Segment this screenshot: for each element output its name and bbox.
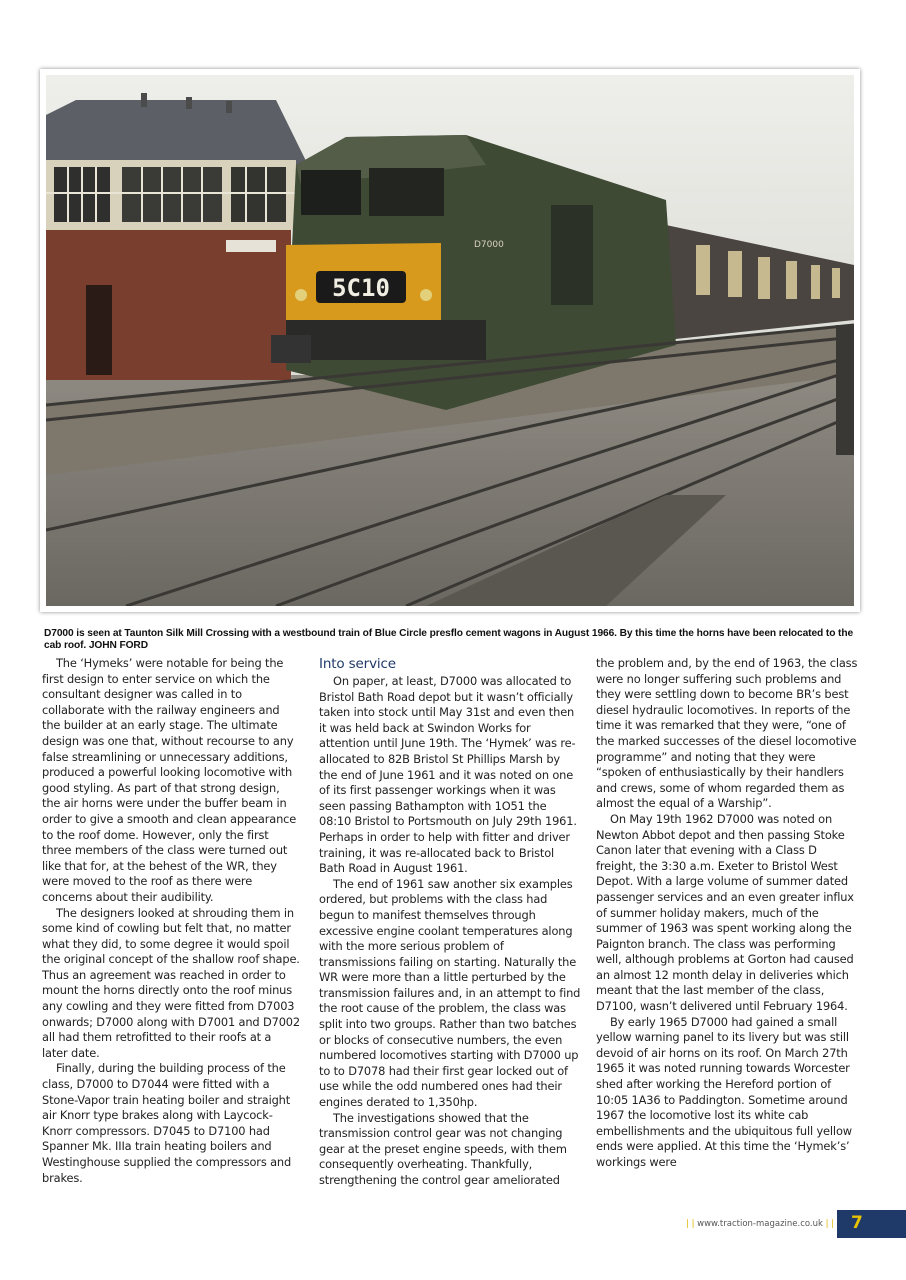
paragraph: the problem and, by the end of 1963, the class were no longer suffering such problems and they were settling down to become BR’s best diesel hydraulic locomotives. In reports of the time it was remarked that they were, “one of the marked successes of the diesel locomotive programme” and noting that they were “spoken of enthusiastically by their handlers and crews, some of whom regarded them as almost the equal of a Warship”. — [596, 656, 858, 811]
loco-number-text: D7000 — [474, 240, 504, 250]
website-link[interactable]: www.traction-magazine.co.uk — [697, 1219, 823, 1229]
paragraph: The investigations showed that the transmission control gear was not changing gear at the preset engine speeds, with them consequently overheating. Thankfully, strengthening the control gear ameliorated — [319, 1110, 567, 1187]
section-heading-into-service: Into service — [319, 656, 396, 672]
paragraph: On May 19th 1962 D7000 was noted on Newton Abbot depot and then passing Stoke Canon later that evening with a Class D freight, the 3:30 a.m. Exeter to Bristol West Depot. With a large volume of summer dated passenger services and an even greater influx of summer holiday makers, much of the summer of 1963 was spent working along the Paignton branch. The class was performing well, although problems at Gorton had caused an almost 12 month delay in deliveries which meant that the last member of the class, D7100, wasn’t delivered until February 1964. — [596, 811, 854, 1014]
train-photo — [46, 75, 854, 606]
page-number: 7 — [851, 1213, 863, 1233]
text-column-2 — [319, 656, 581, 1189]
footer-url — [686, 1219, 834, 1229]
page-number-badge — [837, 1210, 906, 1238]
text-column-3 — [596, 656, 858, 1171]
footer-bars-right: | | — [825, 1219, 835, 1229]
footer-bars-left: | | — [686, 1219, 695, 1229]
paragraph: The ‘Hymeks’ were notable for being the first design to enter service on which the consultant designer was called in to collaborate with the railway engineers and the builder at an early stage. The ultimate design was one that, without recourse to any false streamlining or unnecessary additions, produced a powerful looking locomotive with good styling. As part of that strong design, the air horns were under the buffer beam in order to give a smooth and clean appearance to the roof dome. However, only the first three members of the class were turned out like that for, at the behest of the WR, they were moved to the roof as there were concerns about their audibility. — [42, 656, 297, 904]
signal-box — [46, 93, 308, 380]
headcode-text: 5C10 — [332, 274, 390, 302]
paragraph: On paper, at least, D7000 was allocated to Bristol Bath Road depot but it wasn’t officially taken into stock until May 31st and even then it was held back at Swindon Works for attention until June 19th. The ‘Hymek’ was re-allocated to 82B Bristol St Phillips Marsh by the end of June 1961 and it was noted on one of its first passenger workings when it was seen passing Bathampton with 1O51 the 08:10 Bristol to Portsmouth on July 29th 1961. Perhaps in order to help with fitter and driver training, it was re-allocated back to Bristol Bath Road in August 1961. — [319, 674, 577, 876]
text-column-1 — [42, 656, 300, 1186]
photo-frame — [40, 69, 860, 612]
paragraph: The end of 1961 saw another six examples ordered, but problems with the class had begun to manifest themselves through excessive engine coolant temperatures along with the more serious problem of transmissions failing on starting. Naturally the WR were more than a little perturbed by the transmission failures and, in an attempt to find the root cause of the problem, the class was split into two groups. Rather than two batches or blocks of consecutive numbers, the even numbered locomotives starting with D7000 up to to D7078 had their first gear locked out of use while the odd numbered ones had their engines derated to 1,350hp. — [319, 876, 581, 1110]
paragraph: The designers looked at shrouding them in some kind of cowling but felt that, no matter what they did, to some degree it would spoil the original concept of the shallow roof shape. Thus an agreement was reached in order to mount the horns directly onto the roof minus any cowling and they were fitted from D7003 onwards; D7000 along with D7001 and D7002 all had them retrofitted to their roofs at a later date. — [42, 905, 300, 1060]
photo-caption: D7000 is seen at Taunton Silk Mill Crossing with a westbound train of Blue Circle presflo cement wagons in August 1966. By this time the horns have been relocated to the cab roof. JOHN FORD — [44, 628, 854, 651]
paragraph: Finally, during the building process of the class, D7000 to D7044 were fitted with a Stone-Vapor train heating boiler and straight air Knorr type brakes along with Laycock-Knorr compressors. D7045 to D7100 had Spanner Mk. IIIa train heating boilers and Westinghouse supplied the compressors and brakes. — [42, 1061, 292, 1185]
paragraph: By early 1965 D7000 had gained a small yellow warning panel to its livery but was still devoid of air horns on its roof. On March 27th 1965 it was noted running towards Worcester shed after working the Hereford portion of 10:05 1A36 to Paddington. Sometime around 1967 the locomotive lost its white cab embellishments and the ubiquitous full yellow ends were applied. At this time the ‘Hymek’s’ workings were — [596, 1014, 852, 1169]
gate-post — [836, 325, 854, 455]
